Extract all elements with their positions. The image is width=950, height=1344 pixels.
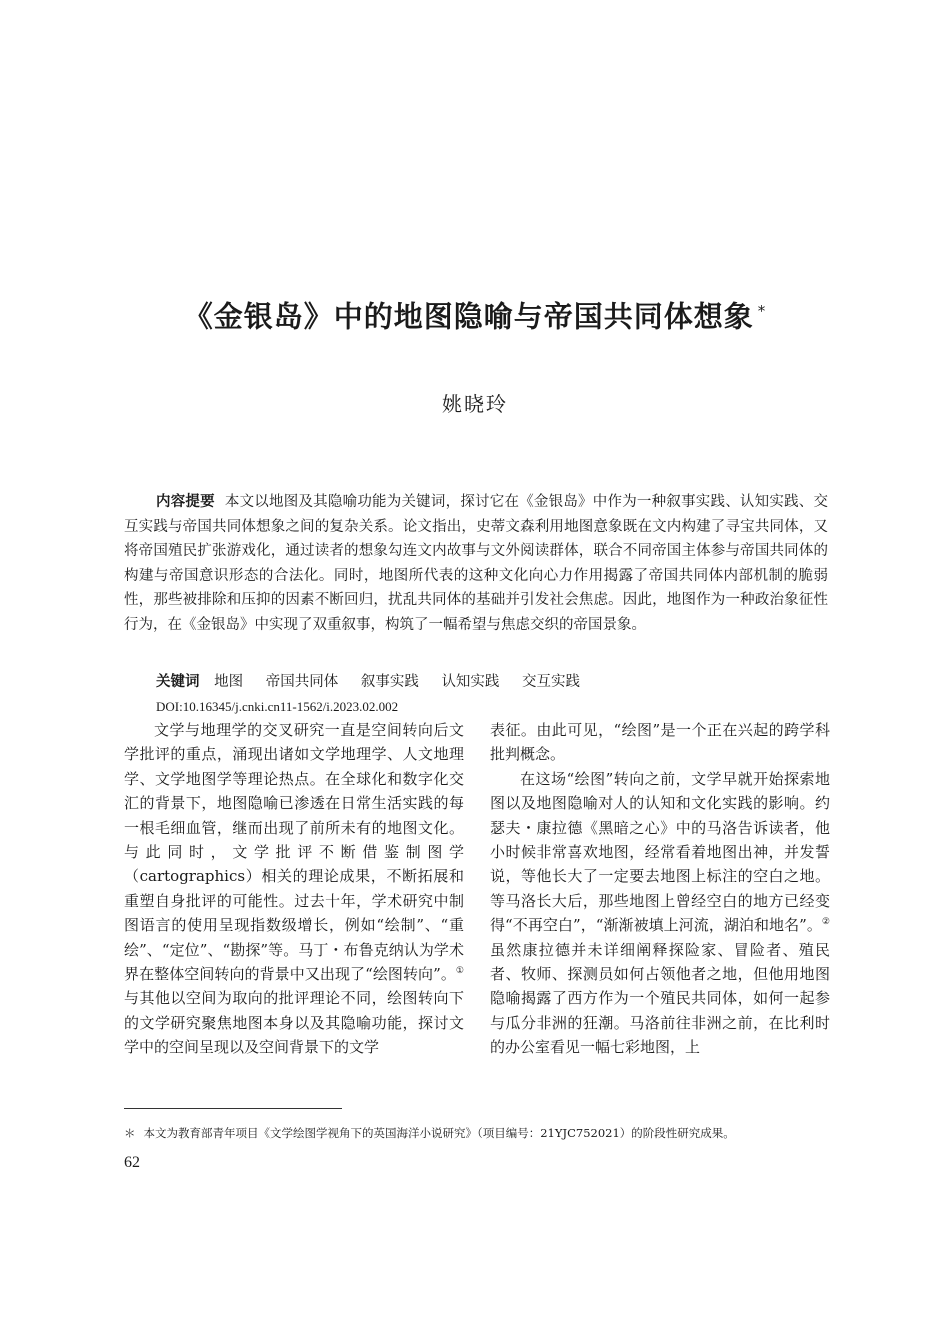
body-paragraph-continued: 表征。由此可见，“绘图”是一个正在兴起的跨学科批判概念。	[490, 721, 830, 764]
body-paragraph	[490, 767, 830, 1060]
body-column-left	[124, 718, 464, 1060]
body-paragraph	[124, 718, 464, 1060]
footnote-marker: ＊	[124, 1126, 136, 1140]
endnote-marker[interactable]: ①	[455, 966, 464, 977]
body-text: 文学与地理学的交叉研究一直是空间转向后文学批评的重点，涌现出诸如文学地理学、人文地理学、文学地图学等理论热点。在全球化和数字化交汇的背景下，地图隐喻已渗透在日常生活实践的每一根毛细血管，继而出现了前所未有的地图文化。与此同时，文学批评不断借鉴制图学（cartographics）相关的理论成果，不断拓展和重塑自身批评的可能性。过去十年，学术研究中制图语言的使用呈现指数级增长，例如“绘制”、“重绘”、“定位”、“勘探”等。马丁・布鲁克纳认为学术界在整体空间转向的背景中又出现了“绘图转向”。	[124, 721, 464, 984]
body-text: 与其他以空间为取向的批评理论不同，绘图转向下的文学研究聚焦地图本身以及其隐喻功能，探讨文学中的空间呈现以及空间背景下的文学	[124, 989, 464, 1057]
doi: DOI:10.16345/j.cnki.cn11-1562/i.2023.02.002	[156, 699, 399, 714]
keyword: 叙事实践	[360, 674, 419, 690]
endnote-marker[interactable]: ②	[821, 917, 830, 928]
author-name: 姚晓玲	[442, 392, 508, 416]
keyword: 帝国共同体	[265, 674, 339, 690]
body-text: 在这场“绘图”转向之前，文学早就开始探索地图以及地图隐喻对人的认知和文化实践的影响。约瑟夫・康拉德《黑暗之心》中的马洛告诉读者，他小时候非常喜欢地图，经常看着地图出神，并发誓说，等他长大了一定要去地图上标注的空白之地。等马洛长大后，那些地图上曾经空白的地方已经变得“不再空白”，“渐渐被填上河流，湖泊和地名”。	[490, 769, 830, 935]
keyword: 地图	[214, 674, 244, 690]
keyword: 交互实践	[522, 674, 581, 690]
page-number: 62	[124, 1154, 140, 1171]
article-title	[0, 291, 950, 337]
footnote-text: 本文为教育部青年项目《文学绘图学视角下的英国海洋小说研究》（项目编号：21YJC752021）的阶段性研究成果。	[143, 1126, 735, 1140]
article-title-text: 《金银岛》中的地图隐喻与帝国共同体想象	[183, 300, 754, 335]
body-text: 虽然康拉德并未详细阐释探险家、冒险者、殖民者、牧师、探测员如何占领他者之地，但他用地图隐喻揭露了西方作为一个殖民共同体，如何一起参与瓜分非洲的狂潮。马洛前往非洲之前，在比利时的办公室看见一幅七彩地图，上	[490, 940, 830, 1057]
footnote	[124, 1124, 844, 1142]
keywords	[156, 670, 598, 694]
title-footnote-marker: *	[757, 302, 767, 321]
abstract-label: 内容提要	[156, 494, 215, 510]
abstract	[124, 490, 828, 638]
footnote-divider	[124, 1108, 342, 1109]
keywords-label: 关键词	[156, 674, 200, 690]
body-column-right	[490, 718, 830, 1060]
abstract-paragraph	[124, 490, 828, 638]
abstract-text: 本文以地图及其隐喻功能为关键词，探讨它在《金银岛》中作为一种叙事实践、认知实践、交互实践与帝国共同体想象之间的复杂关系。论文指出，史蒂文森利用地图意象既在文内构建了寻宝共同体，又将帝国殖民扩张游戏化，通过读者的想象勾连文内故事与文外阅读群体，联合不同帝国主体参与帝国共同体的构建与帝国意识形态的合法化。同时，地图所代表的这种文化向心力作用揭露了帝国共同体内部机制的脆弱性，那些被排除和压抑的因素不断回归，扰乱共同体的基础并引发社会焦虑。因此，地图作为一种政治象征性行为，在《金银岛》中实现了双重叙事，构筑了一幅希望与焦虑交织的帝国景象。	[124, 494, 829, 633]
keyword: 认知实践	[441, 674, 500, 690]
